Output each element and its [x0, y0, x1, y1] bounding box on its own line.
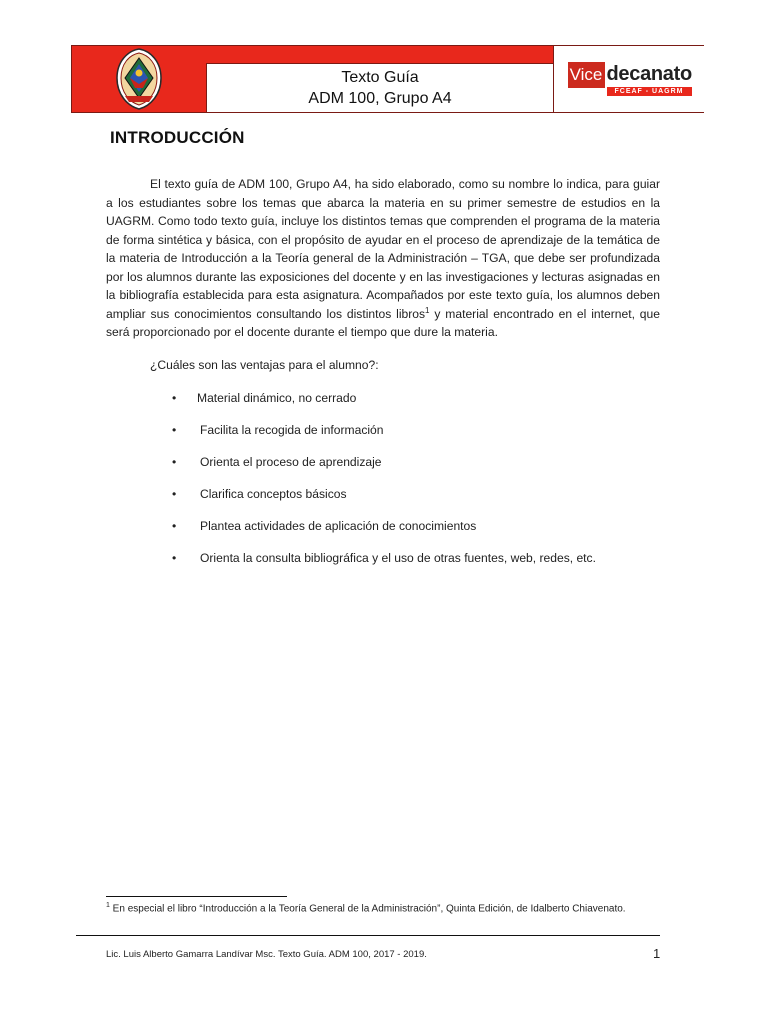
page-number: 1: [653, 946, 661, 961]
document-subtitle: ADM 100, Grupo A4: [308, 90, 452, 107]
intro-paragraph: [106, 175, 660, 342]
bullet-icon: •: [172, 519, 177, 533]
footnote-reference[interactable]: 1: [425, 305, 430, 315]
document-title: Texto Guía: [341, 69, 419, 86]
paragraph-text-after-note: y material encontrado en el internet, que será proporcionado por el docente durante el tiempo que dure la materia.: [106, 306, 660, 339]
university-crest-logo: [72, 46, 205, 112]
university-crest-icon: [115, 48, 163, 110]
list-item-text: Orienta el proceso de aprendizaje: [200, 455, 382, 469]
footer-divider: [76, 935, 660, 936]
list-item-text: Clarifica conceptos básicos: [200, 487, 347, 501]
bullet-icon: •: [172, 455, 177, 469]
page-footer: Lic. Luis Alberto Gamarra Landívar Msc. Texto Guía. ADM 100, 2017 - 2019.: [106, 949, 427, 960]
document-title-box: [206, 63, 553, 112]
paragraph-text-before-note: El texto guía de ADM 100, Grupo A4, ha sido elaborado, como su nombre lo indica, para guiar a los estudiantes sobre los temas que abarca la materia en su primer semestre de estudios en la UAGRM. Como todo texto guía, incluye los distintos temas que comprenden el programa de la materia de forma sintética y básica, con el propósito de ayudar en el proceso de aprendizaje de la temática de la materia de Introducción a la Teoría general de la Administración – TGA, que debe ser profundizada por los alumnos durante las exposiciones del docente y en las investigaciones y lecturas asignadas en la bibliografía establecida para esta asignatura. Acompañados por este texto guía, los alumnos deben ampliar sus conocimientos consultando los distintos libros: [106, 177, 660, 321]
bullet-icon: •: [172, 423, 177, 437]
logo-decanato-text: decanato: [606, 63, 692, 85]
list-item-text: Orienta la consulta bibliográfica y el uso de otras fuentes, web, redes, etc.: [200, 551, 596, 565]
logo-vice-text: Vice: [568, 62, 605, 88]
list-item-text: Material dinámico, no cerrado: [197, 391, 357, 405]
logo-faculty-text: FCEAF - UAGRM: [607, 87, 692, 96]
vicedecanato-logo-box: [553, 46, 705, 112]
list-item-text: Plantea actividades de aplicación de conocimientos: [200, 519, 477, 533]
advantages-question: ¿Cuáles son las ventajas para el alumno?:: [150, 358, 379, 372]
footnote-divider: [106, 896, 287, 897]
vicedecanato-logo: [568, 62, 692, 96]
footnote: [106, 902, 626, 914]
bullet-icon: •: [172, 391, 177, 405]
list-item-text: Facilita la recogida de información: [200, 423, 384, 437]
footnote-text: En especial el libro “Introducción a la Teoría General de la Administración”, Quinta Edición, de Idalberto Chiavenato.: [109, 903, 626, 915]
bullet-icon: •: [172, 487, 177, 501]
page-header: [71, 45, 704, 113]
footnote-number: 1: [106, 902, 110, 909]
bullet-icon: •: [172, 551, 177, 565]
section-title: INTRODUCCIÓN: [110, 128, 245, 147]
